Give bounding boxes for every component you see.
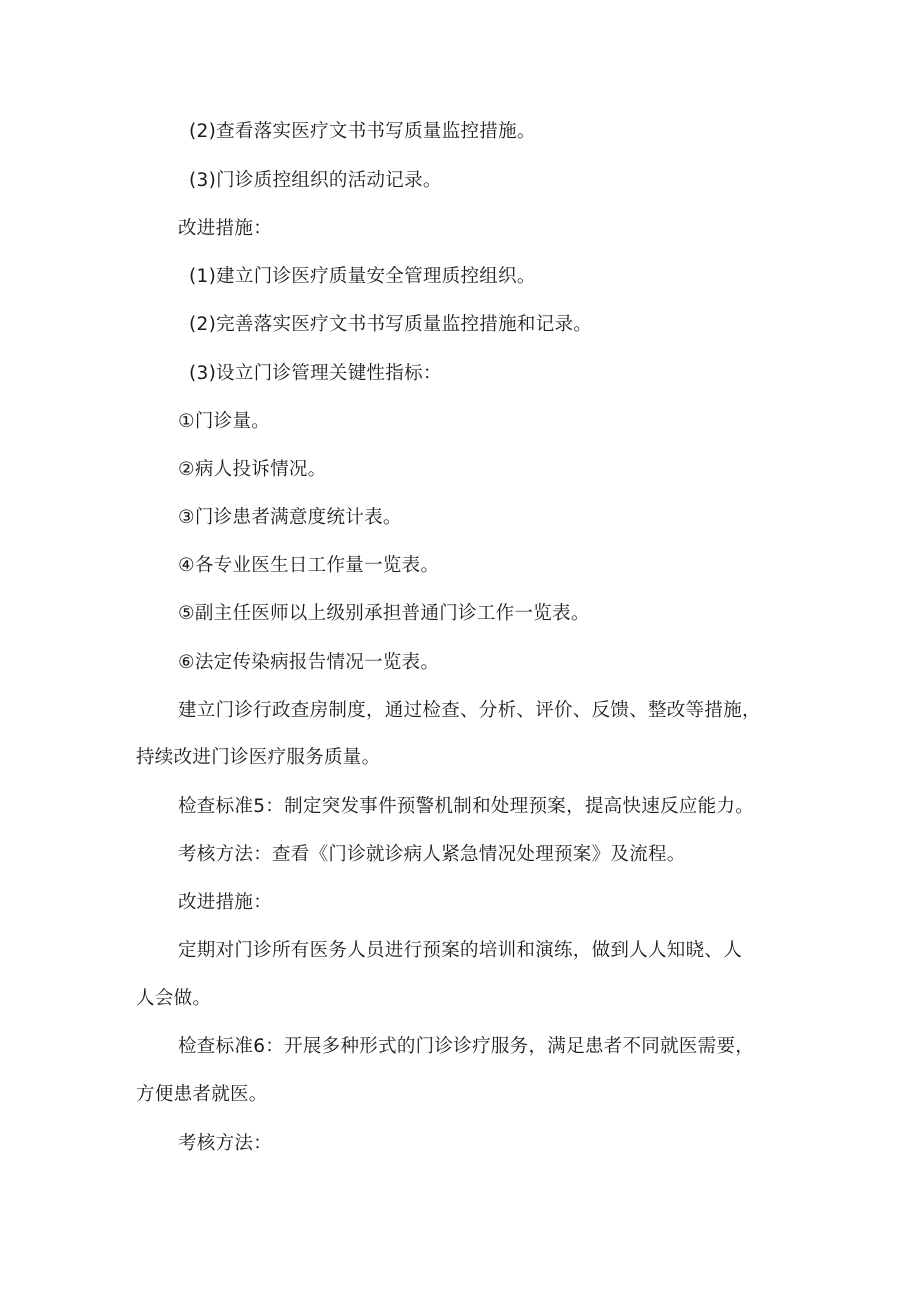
text-line-21: 方便患者就医。 bbox=[136, 1084, 268, 1105]
text-line-7: ①门诊量。 bbox=[178, 411, 271, 432]
text-line-6: (3)设立门诊管理关键性指标： bbox=[189, 363, 442, 384]
text-line-17: 改进措施： bbox=[178, 892, 273, 913]
text-line-10: ④各专业医生日工作量一览表。 bbox=[178, 555, 440, 576]
text-line-3: 改进措施： bbox=[178, 218, 273, 239]
text-line-2: (3)门诊质控组织的活动记录。 bbox=[189, 170, 442, 191]
text-line-22: 考核方法： bbox=[178, 1133, 273, 1154]
text-line-4: (1)建立门诊医疗质量安全管理质控组织。 bbox=[189, 266, 536, 287]
text-line-13: 建立门诊行政查房制度，通过检查、分析、评价、反馈、整改等措施， bbox=[178, 700, 761, 721]
text-line-18: 定期对门诊所有医务人员进行预案的培训和演练，做到人人知晓、人 bbox=[178, 940, 743, 961]
text-line-11: ⑤副主任医师以上级别承担普通门诊工作一览表。 bbox=[178, 603, 590, 624]
text-line-1: (2)查看落实医疗文书书写质量监控措施。 bbox=[189, 121, 536, 142]
text-line-20: 检查标准6：开展多种形式的门诊诊疗服务，满足患者不同就医需要， bbox=[178, 1036, 755, 1057]
text-line-14: 持续改进门诊医疗服务质量。 bbox=[136, 747, 381, 768]
text-line-19: 人会做。 bbox=[136, 988, 212, 1009]
text-line-16: 考核方法：查看《门诊就诊病人紧急情况处理预案》及流程。 bbox=[178, 844, 686, 865]
text-line-8: ②病人投诉情况。 bbox=[178, 459, 327, 480]
text-line-5: (2)完善落实医疗文书书写质量监控措施和记录。 bbox=[189, 314, 593, 335]
text-line-12: ⑥法定传染病报告情况一览表。 bbox=[178, 652, 440, 673]
text-line-9: ③门诊患者满意度统计表。 bbox=[178, 507, 402, 528]
text-line-15: 检查标准5：制定突发事件预警机制和处理预案，提高快速反应能力。 bbox=[178, 796, 755, 817]
